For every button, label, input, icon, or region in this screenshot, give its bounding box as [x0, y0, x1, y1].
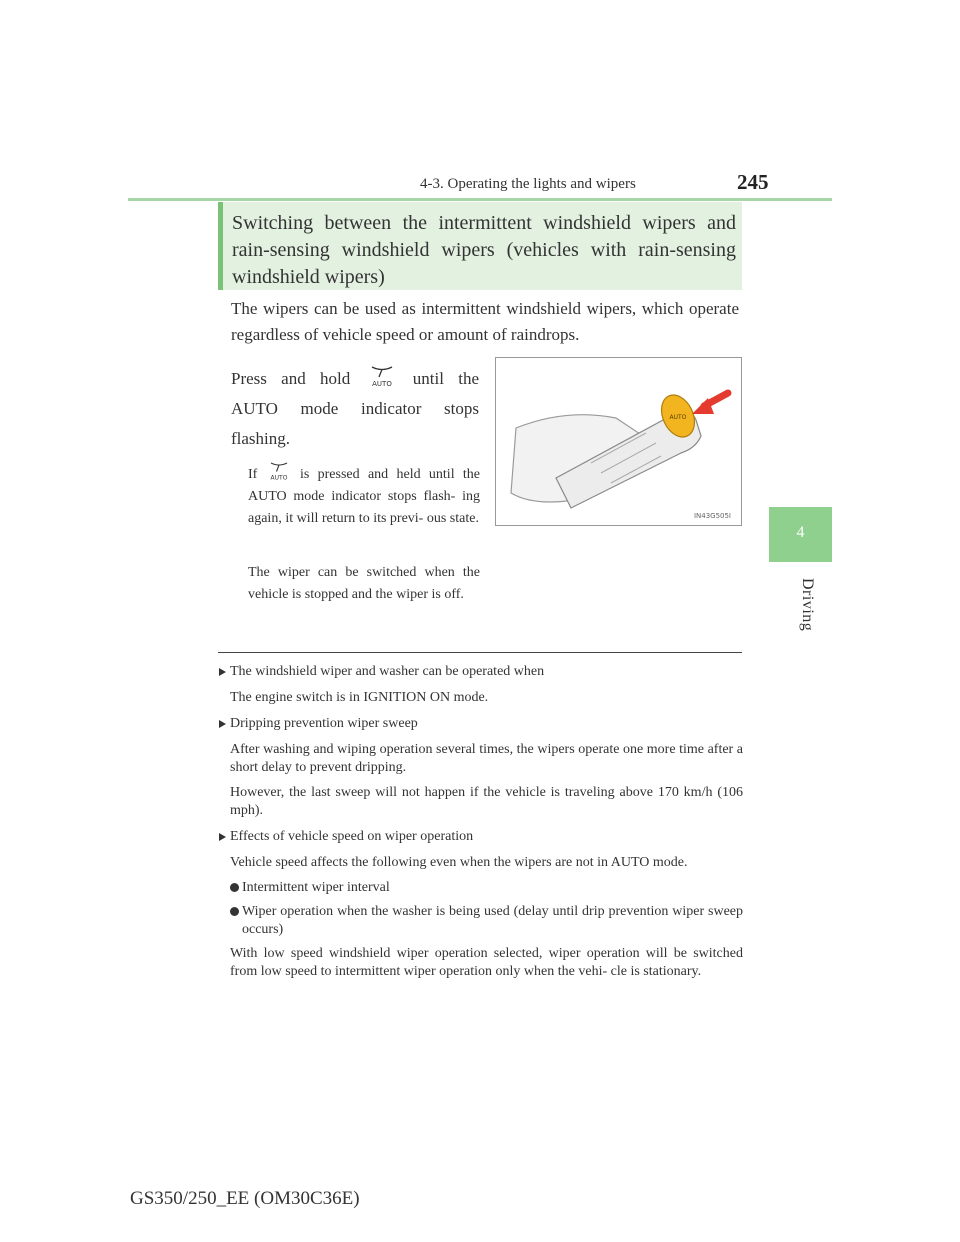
footer-model-code: GS350/250_EE (OM30C36E)	[130, 1188, 360, 1209]
section-title-box	[218, 202, 742, 290]
info-heading: Effects of vehicle speed on wiper operation	[218, 827, 743, 847]
info-divider	[218, 652, 742, 653]
info-paragraph: With low speed windshield wiper operation selected, wiper operation will be switched from low speed to intermittent wiper operation only when the vehi- cle is stationary.	[230, 946, 743, 979]
info-section	[218, 662, 743, 988]
figure-code: IN43G505I	[693, 512, 731, 520]
header-rule	[128, 198, 832, 201]
note1-after: is pressed and held until the AUTO mode indicator stops flash- ing again, it will return to its previ- ous state.	[248, 467, 481, 526]
wiper-switch-illustration	[495, 357, 742, 526]
note1-before: If	[248, 467, 258, 482]
info-bullet: Wiper operation when the washer is being used (delay until drip prevention wiper sweep occurs)	[230, 903, 743, 939]
knob-auto-label: AUTO	[669, 414, 687, 421]
chapter-number: 4	[796, 524, 805, 541]
info-paragraph: However, the last sweep will not happen if the vehicle is traveling above 170 km/h (106 mph).	[230, 785, 743, 818]
intro-paragraph: The wipers can be used as intermittent windshield wipers, which operate regardless of vehicle speed or amount of raindrops.	[231, 299, 739, 344]
info-paragraph: The engine switch is in IGNITION ON mode.	[230, 690, 489, 705]
wiper-auto-small-icon-label: AUTO	[270, 474, 288, 481]
wiper-auto-icon	[365, 364, 399, 388]
chapter-tab	[769, 507, 832, 562]
info-heading: The windshield wiper and washer can be operated when	[218, 662, 743, 682]
info-bullet: Intermittent wiper interval	[230, 879, 743, 897]
info-paragraph: After washing and wiping operation several times, the wipers operate one more time after a short delay to prevent dripping.	[230, 742, 743, 775]
page-number: 245	[737, 170, 769, 194]
instruction-after: until the AUTO mode indicator stops flashing.	[231, 369, 479, 448]
wiper-auto-small-icon	[266, 461, 292, 481]
wiper-auto-icon-label: AUTO	[371, 380, 392, 388]
section-heading: 4-3. Operating the lights and wipers	[420, 176, 636, 192]
section-title: Switching between the intermittent windshield wipers and rain-sensing windshield wipers (vehicles with rain-sensing windshield wipers)	[232, 212, 736, 288]
chapter-label: Driving	[799, 578, 816, 632]
info-paragraph: Vehicle speed affects the following even when the wipers are not in AUTO mode.	[230, 855, 688, 870]
instruction-text	[231, 364, 479, 454]
info-heading: Dripping prevention wiper sweep	[218, 714, 743, 734]
instruction-before: Press and hold	[231, 369, 351, 388]
note-switch-condition: The wiper can be switched when the vehicle is stopped and the wiper is off.	[248, 565, 480, 602]
note-return-state	[248, 461, 480, 530]
